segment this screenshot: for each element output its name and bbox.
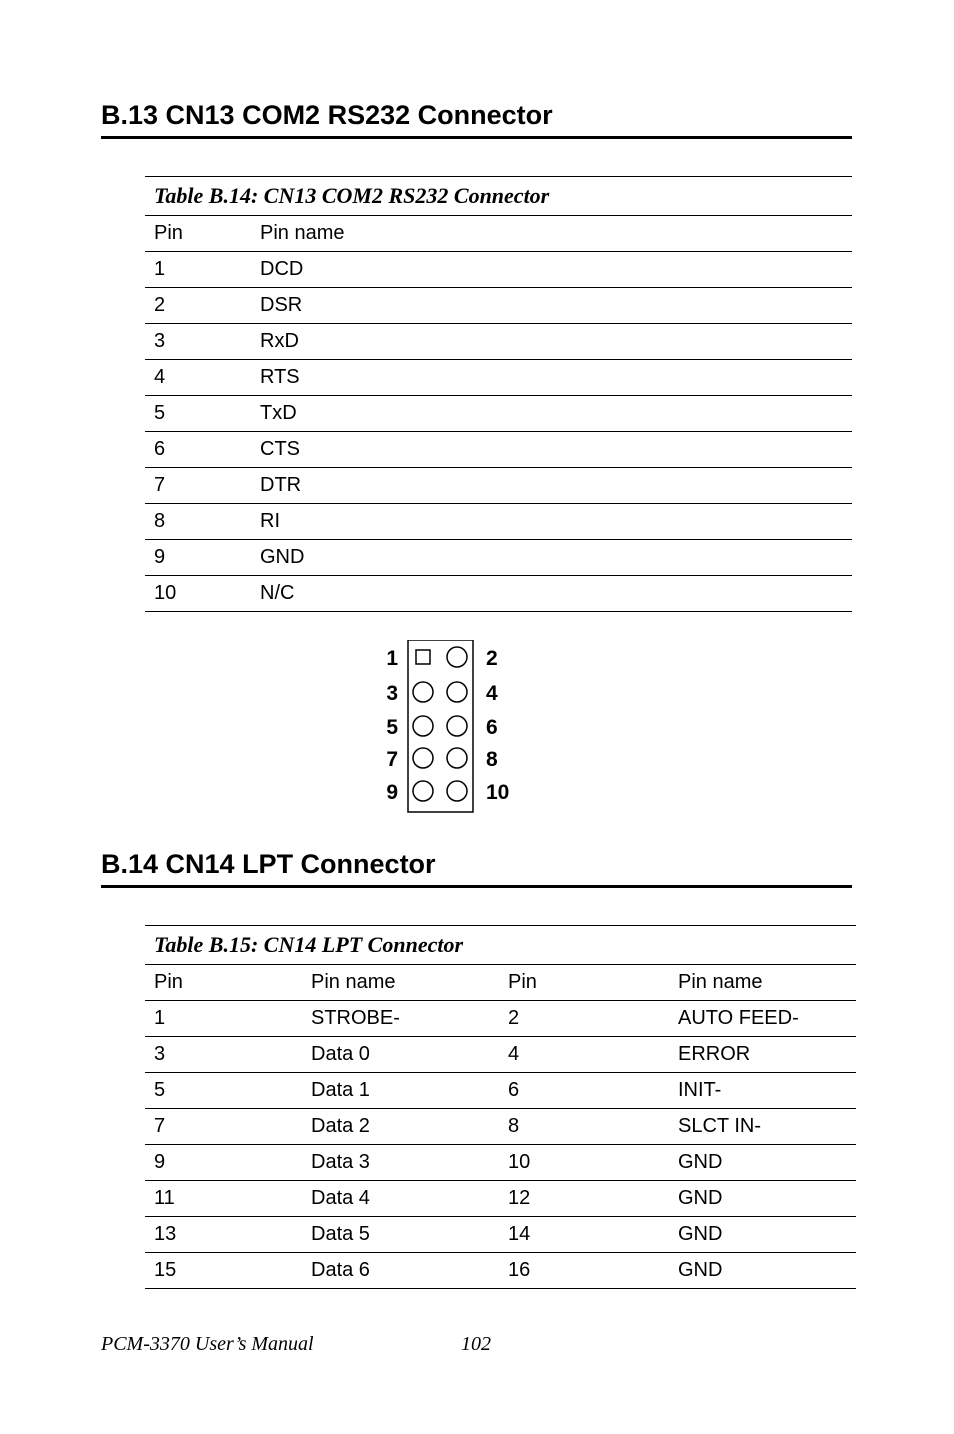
footer-page-number: 102 bbox=[461, 1333, 491, 1355]
pin-name-cell: RTS bbox=[251, 360, 852, 396]
table-row bbox=[145, 1217, 856, 1253]
pin-circle bbox=[447, 647, 467, 667]
pin-circle bbox=[413, 748, 433, 768]
pin-cell: 6 bbox=[145, 432, 251, 468]
pin-cell: 6 bbox=[499, 1073, 669, 1109]
pin-circle bbox=[447, 682, 467, 702]
pin-name-cell: RxD bbox=[251, 324, 852, 360]
pin-label-right: 4 bbox=[486, 682, 498, 705]
table-row bbox=[145, 432, 852, 468]
pin-cell: 3 bbox=[145, 324, 251, 360]
pin-label-left: 7 bbox=[386, 748, 398, 771]
pin-name-cell: DSR bbox=[251, 288, 852, 324]
table-row bbox=[145, 468, 852, 504]
pin-name-cell: INIT- bbox=[669, 1073, 856, 1109]
pin-circle bbox=[447, 781, 467, 801]
pin-label-right: 6 bbox=[486, 716, 498, 739]
pin-cell: 8 bbox=[499, 1109, 669, 1145]
pin-cell: 14 bbox=[499, 1217, 669, 1253]
pin-cell: 1 bbox=[145, 1001, 302, 1037]
table-row bbox=[145, 360, 852, 396]
pin-cell: 10 bbox=[499, 1145, 669, 1181]
pin-name-cell: Data 0 bbox=[302, 1037, 499, 1073]
table-row bbox=[145, 252, 852, 288]
section-title-b13: B.13 CN13 COM2 RS232 Connector bbox=[101, 100, 852, 139]
pin-name-cell: GND bbox=[669, 1217, 856, 1253]
pin-label-left: 9 bbox=[386, 781, 398, 804]
pin-cell: 10 bbox=[145, 576, 251, 612]
table-caption: Table B.14: CN13 COM2 RS232 Connector bbox=[145, 177, 852, 216]
footer-manual-title: PCM-3370 User’s Manual bbox=[101, 1333, 314, 1355]
pin-cell: 13 bbox=[145, 1217, 302, 1253]
pin-circle bbox=[447, 748, 467, 768]
column-header-pin-name: Pin name bbox=[251, 216, 852, 252]
pin-circle bbox=[413, 781, 433, 801]
pin-name-cell: Data 5 bbox=[302, 1217, 499, 1253]
pin-name-cell: ERROR bbox=[669, 1037, 856, 1073]
pin-cell: 7 bbox=[145, 1109, 302, 1145]
pin-name-cell: CTS bbox=[251, 432, 852, 468]
pin-cell: 12 bbox=[499, 1181, 669, 1217]
pin-cell: 15 bbox=[145, 1253, 302, 1289]
pin-name-cell: SLCT IN- bbox=[669, 1109, 856, 1145]
pin-label-right: 10 bbox=[486, 781, 510, 804]
table-row bbox=[145, 324, 852, 360]
pin-cell: 9 bbox=[145, 1145, 302, 1181]
pin-cell: 9 bbox=[145, 540, 251, 576]
column-header-pin: Pin bbox=[145, 216, 251, 252]
pin-cell: 5 bbox=[145, 1073, 302, 1109]
table-header-row bbox=[145, 216, 852, 252]
pin-cell: 16 bbox=[499, 1253, 669, 1289]
pin-name-cell: Data 3 bbox=[302, 1145, 499, 1181]
pin-circle bbox=[447, 716, 467, 736]
pin-cell: 8 bbox=[145, 504, 251, 540]
pin-label-left: 5 bbox=[386, 716, 398, 739]
table-row bbox=[145, 1145, 856, 1181]
connector-outline bbox=[408, 640, 473, 812]
column-header-pin-name: Pin name bbox=[669, 965, 856, 1001]
table-row bbox=[145, 1109, 856, 1145]
table-caption: Table B.15: CN14 LPT Connector bbox=[145, 926, 856, 965]
table-row bbox=[145, 396, 852, 432]
pin-name-cell: Data 6 bbox=[302, 1253, 499, 1289]
pin-name-cell: DCD bbox=[251, 252, 852, 288]
table-row bbox=[145, 288, 852, 324]
table-row bbox=[145, 1073, 856, 1109]
pin-cell: 2 bbox=[499, 1001, 669, 1037]
pin-name-cell: GND bbox=[251, 540, 852, 576]
pin-name-cell: AUTO FEED- bbox=[669, 1001, 856, 1037]
table-row bbox=[145, 1001, 856, 1037]
pin-name-cell: Data 1 bbox=[302, 1073, 499, 1109]
pin-1-square bbox=[416, 650, 430, 664]
table-row bbox=[145, 1253, 856, 1289]
pin-cell: 1 bbox=[145, 252, 251, 288]
column-header-pin-name: Pin name bbox=[302, 965, 499, 1001]
table-row bbox=[145, 1037, 856, 1073]
pin-circle bbox=[413, 682, 433, 702]
pin-name-cell: RI bbox=[251, 504, 852, 540]
pin-name-cell: TxD bbox=[251, 396, 852, 432]
pin-cell: 4 bbox=[145, 360, 251, 396]
table-row bbox=[145, 540, 852, 576]
pin-name-cell: Data 4 bbox=[302, 1181, 499, 1217]
table-header-row bbox=[145, 965, 856, 1001]
pin-name-cell: GND bbox=[669, 1181, 856, 1217]
pin-name-cell: N/C bbox=[251, 576, 852, 612]
pin-label-right: 8 bbox=[486, 748, 498, 771]
pin-cell: 3 bbox=[145, 1037, 302, 1073]
pin-name-cell: DTR bbox=[251, 468, 852, 504]
pin-name-cell: STROBE- bbox=[302, 1001, 499, 1037]
connector-pinout-diagram bbox=[378, 640, 518, 816]
pin-label-left: 3 bbox=[386, 682, 398, 705]
column-header-pin: Pin bbox=[145, 965, 302, 1001]
pin-label-right: 2 bbox=[486, 647, 498, 670]
pin-cell: 4 bbox=[499, 1037, 669, 1073]
table-row bbox=[145, 1181, 856, 1217]
pin-cell: 5 bbox=[145, 396, 251, 432]
pin-cell: 2 bbox=[145, 288, 251, 324]
column-header-pin: Pin bbox=[499, 965, 669, 1001]
pin-name-cell: Data 2 bbox=[302, 1109, 499, 1145]
pin-name-cell: GND bbox=[669, 1253, 856, 1289]
section-title-b14: B.14 CN14 LPT Connector bbox=[101, 849, 852, 888]
pin-label-left: 1 bbox=[386, 647, 398, 670]
lpt-pin-table bbox=[145, 925, 856, 1289]
pin-name-cell: GND bbox=[669, 1145, 856, 1181]
table-row bbox=[145, 504, 852, 540]
pin-circle bbox=[413, 716, 433, 736]
com2-pin-table bbox=[145, 176, 852, 612]
table-row bbox=[145, 576, 852, 612]
pin-cell: 11 bbox=[145, 1181, 302, 1217]
pin-cell: 7 bbox=[145, 468, 251, 504]
